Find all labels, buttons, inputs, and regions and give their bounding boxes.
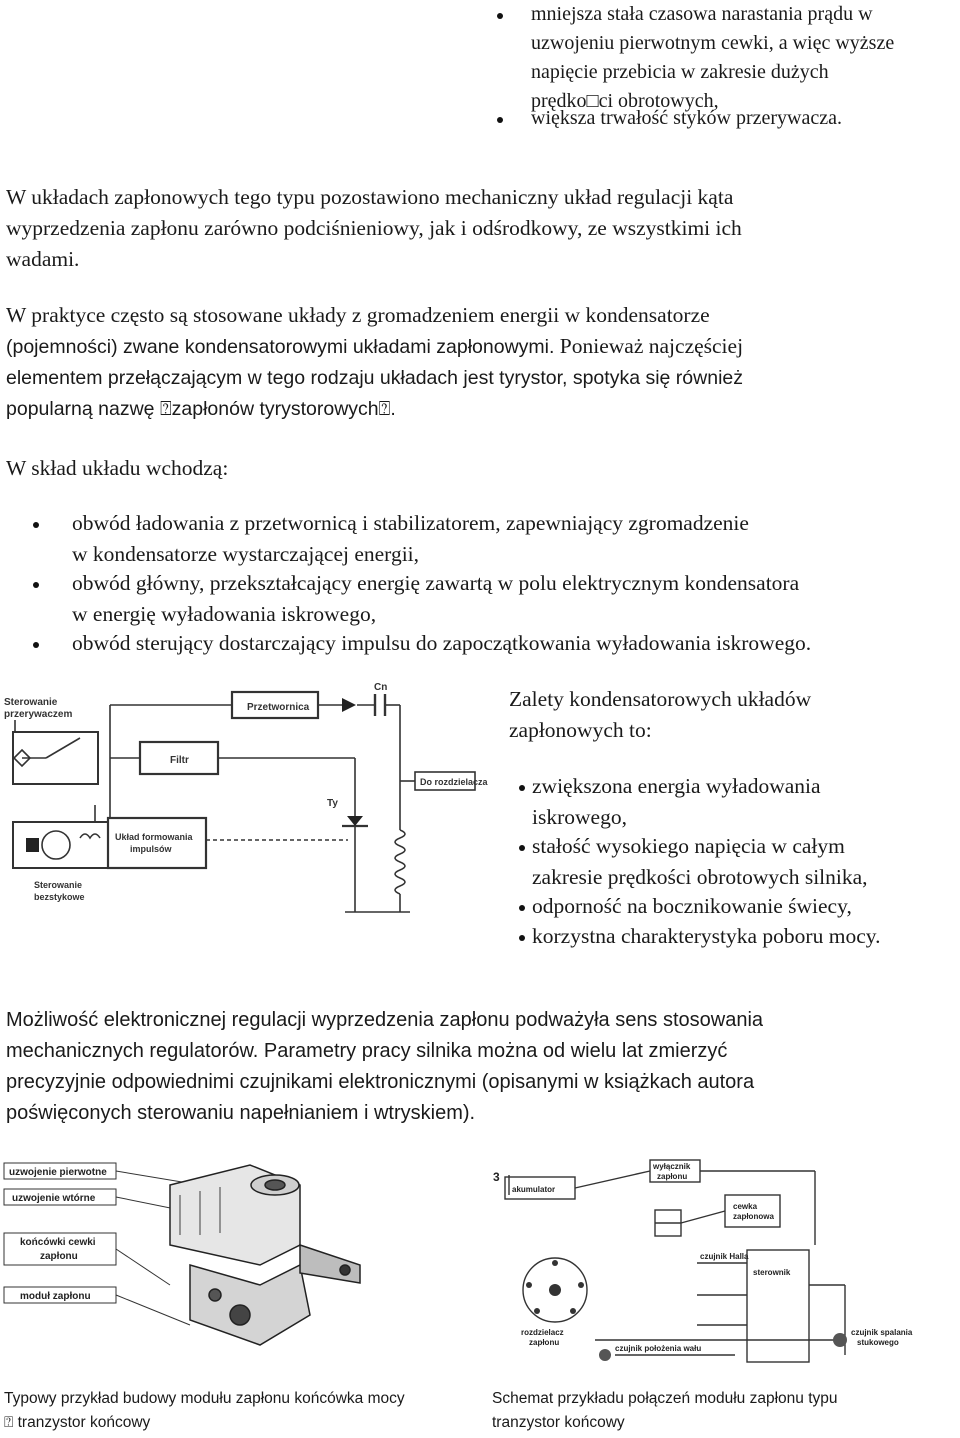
list-item-line: stałość wysokiego napięcia w całym — [532, 834, 845, 858]
section-heading: W skład układu wchodzą: — [6, 456, 229, 480]
list-item-line: uzwojeniu pierwotnym cewki, a więc wyższe — [531, 32, 895, 54]
diagram-label: Przetwornica — [247, 702, 310, 713]
list-item — [72, 568, 799, 630]
list-item-line: obwód ładowania z przetwornicą i stabilizatorem, zapewniający zgromadzenie — [72, 511, 749, 535]
diagram-label: Układ formowania — [115, 832, 193, 842]
figure-label: zapłonu — [529, 1338, 560, 1347]
list-item — [532, 831, 868, 893]
list-item-line: napięcie przebicia w zakresie dużych — [531, 61, 829, 83]
diagram-label: Sterowanie — [4, 697, 58, 708]
bullet-icon — [33, 522, 39, 528]
figure-label: zapłonu — [657, 1172, 688, 1181]
heading-line: zapłonowych to: — [509, 718, 652, 742]
figure-label: końcówki cewki — [20, 1237, 96, 1248]
advantages-heading — [509, 684, 811, 746]
figure-label: zapłonowa — [733, 1212, 774, 1221]
bullet-icon — [519, 935, 525, 941]
figure-label: rozdzielacz — [521, 1328, 564, 1337]
distributor-center-icon — [549, 1284, 561, 1296]
figure-label: wyłącznik — [653, 1162, 691, 1171]
bullet-icon — [497, 13, 503, 19]
paragraph-line: popularną nazwę ⍰zapłonów tyrystorowych⍰. — [6, 398, 396, 420]
paragraph-line: precyzyjnie odpowiednimi czujnikami elektronicznymi (opisanymi w książkach autora — [6, 1071, 755, 1093]
ignition-module-figure — [0, 1155, 480, 1385]
figure-label: sterownik — [753, 1268, 791, 1277]
list-item-line: mniejsza stała czasowa narastania prądu w — [531, 3, 873, 25]
crank-sensor-icon — [599, 1349, 611, 1361]
capacitor-ignition-diagram — [0, 680, 488, 920]
paragraph-ignition-systems — [6, 182, 742, 275]
paragraph-line: (pojemności) zwane kondensatorowymi układami zapłonowymi. — [6, 336, 555, 358]
paragraph-line: poświęconych sterowaniu napełnianiem i wtryskiem). — [6, 1102, 476, 1124]
list-item — [532, 921, 880, 952]
figure-caption: Typowy przykład budowy modułu zapłonu końcówka mocy — [4, 1390, 405, 1407]
list-item-line: w energię wyładowania iskrowego, — [72, 602, 377, 626]
paragraph-electronic-control — [6, 1005, 763, 1129]
paragraph-line: mechanicznych regulatorów. Parametry pracy silnika można od wielu lat zmierzyć — [6, 1040, 728, 1062]
paragraph-line: W praktyce często są stosowane układy z gromadzeniem energii w kondensatorze — [6, 303, 710, 327]
list-item-line: w kondensatorze wystarczającej energii, — [72, 542, 420, 566]
list-item-line: obwód sterujący dostarczający impulsu do zapoczątkowania wyładowania iskrowego. — [72, 631, 812, 655]
figure-label: czujnik położenia wału — [615, 1344, 702, 1353]
diagram-label: Sterowanie — [34, 880, 83, 890]
list-item — [72, 628, 811, 659]
list-item — [531, 0, 894, 116]
heading-line: Zalety kondensatorowych układów — [509, 687, 812, 711]
paragraph-line: Ponieważ najczęściej — [554, 334, 744, 358]
bullet-icon — [519, 905, 525, 911]
diagram-label: bezstykowe — [34, 892, 85, 902]
diagram-label: przerywaczem — [4, 709, 73, 720]
bullet-icon — [33, 642, 39, 648]
list-item-line: większa trwałość styków przerywacza. — [531, 107, 842, 129]
figure-caption: ⍰ tranzystor końcowy — [4, 1414, 151, 1431]
figure-label: akumulator — [512, 1185, 556, 1194]
list-item-line: odporność na bocznikowanie świecy, — [532, 894, 852, 918]
figure-label: zapłonu — [40, 1251, 78, 1262]
list-item-line: zakresie prędkości obrotowych silnika, — [532, 865, 868, 889]
paragraph-line: wadami. — [6, 247, 80, 271]
diagram-label: Do rozdzielacza — [420, 777, 488, 787]
ignition-coil-icon — [170, 1165, 360, 1345]
list-item — [532, 771, 821, 833]
list-item — [531, 104, 842, 133]
list-item-line: obwód główny, przekształcający energię zawartą w polu elektrycznym kondensatora — [72, 571, 800, 595]
figure-label: czujnik spalania — [851, 1328, 913, 1337]
list-item — [72, 508, 749, 570]
diode-icon — [342, 698, 356, 712]
figure-label: cewka — [733, 1202, 758, 1211]
list-item — [532, 891, 852, 922]
paragraph-capacitor-systems — [6, 300, 743, 425]
magnet-icon — [26, 838, 39, 852]
bullet-icon — [497, 117, 503, 123]
connection-schematic-figure — [485, 1155, 955, 1380]
knock-sensor-icon — [833, 1333, 847, 1347]
list-item-line: prędko□ci obrotowych, — [531, 90, 719, 112]
bullet-icon — [519, 845, 525, 851]
list-item-line: iskrowego, — [532, 805, 627, 829]
paragraph-line: Możliwość elektronicznej regulacji wyprzedzenia zapłonu podważyła sens stosowania — [6, 1009, 764, 1031]
figure-label: czujnik Halla — [700, 1252, 749, 1261]
paragraph-line: wyprzedzenia zapłonu zarówno podciśnieniowy, jak i odśrodkowy, ze wszystkimi ich — [6, 216, 742, 240]
figure-label: stukowego — [857, 1338, 899, 1347]
bullet-icon — [519, 785, 525, 791]
figure-label: moduł zapłonu — [20, 1291, 91, 1302]
paragraph-line: elementem przełączającym w tego rodzaju układach jest tyrystor, spotyka się również — [6, 367, 743, 389]
diagram-label: impulsów — [130, 844, 172, 854]
bullet-icon — [33, 582, 39, 588]
diagram-label: Ty — [327, 798, 338, 809]
paragraph-line: W układach zapłonowych tego typu pozostawiono mechaniczny układ regulacji kąta — [6, 185, 734, 209]
list-item-line: zwiększona energia wyładowania — [532, 774, 821, 798]
figure-label: uzwojenie wtórne — [12, 1193, 96, 1204]
diagram-label: Filtr — [170, 755, 189, 766]
figure-caption: tranzystor końcowy — [492, 1414, 625, 1431]
thyristor-icon — [347, 816, 363, 826]
figure-caption: Schemat przykładu połączeń modułu zapłonu typu — [492, 1390, 838, 1407]
diagram-label: Cn — [374, 682, 388, 693]
figure-label: uzwojenie pierwotne — [9, 1167, 107, 1178]
figure-label: 3 — [493, 1170, 500, 1184]
list-item-line: korzystna charakterystyka poboru mocy. — [532, 924, 881, 948]
